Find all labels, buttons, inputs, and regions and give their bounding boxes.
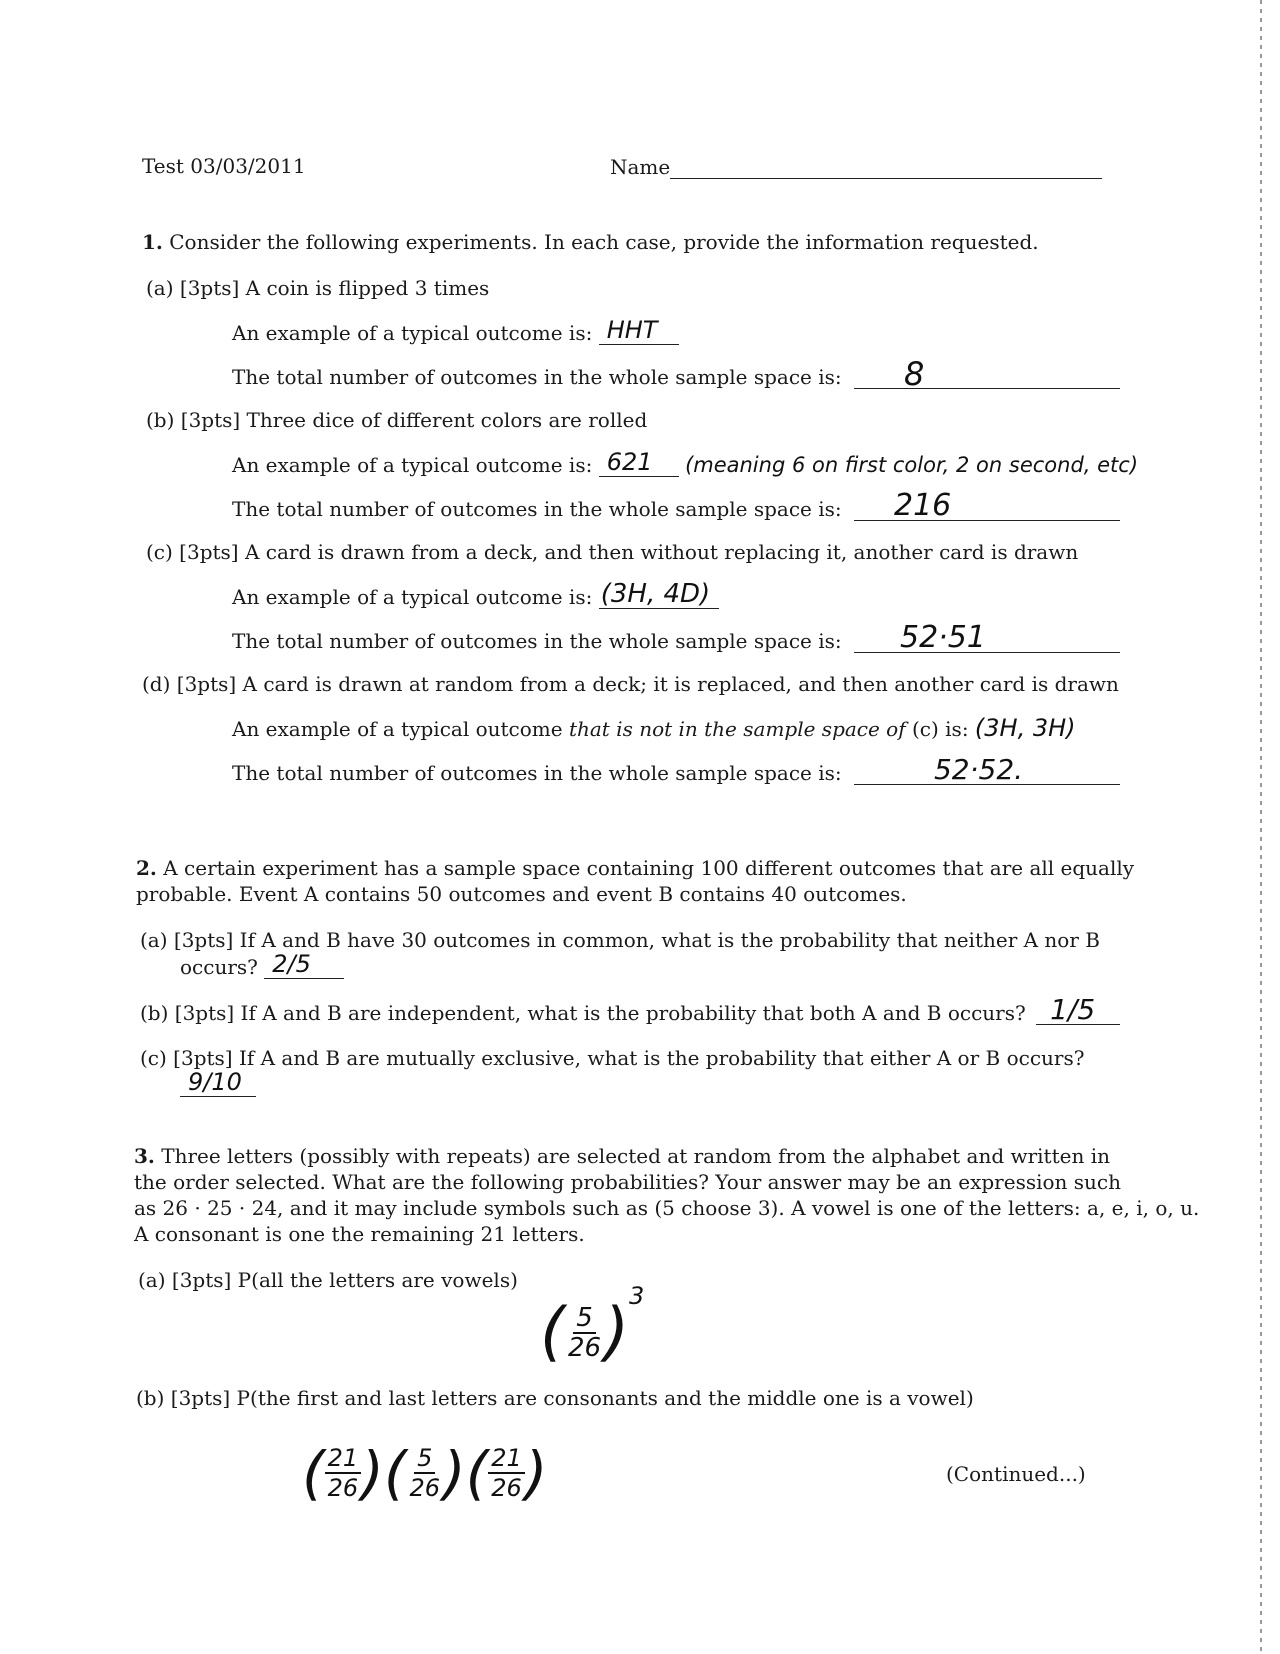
test-date-label: Test 03/03/2011 [142,154,306,178]
q2a-occurs: occurs? [180,955,258,979]
q3b-answer: ( $\frac{21}{26}$ )( $\frac{5}{26}$ )( $\frac{21}{26}$ ) [302,1439,548,1507]
q3a-den: 26 [567,1332,602,1363]
q1a-label: (a) [3pts] A coin is flipped 3 times [146,276,490,300]
q1a-outcome-prompt: An example of a typical outcome is: [232,321,593,345]
q1b-outcome-note: (meaning 6 on first color, 2 on second, etc) [685,453,1139,477]
q2b-answer: 1/5 [1050,993,1096,1026]
q1c-total-blank[interactable] [854,620,1120,655]
q3a-label: (a) [3pts] P(all the letters are vowels) [138,1268,518,1292]
q1d-total-row [232,753,1120,786]
q1d-outcome-answer: (3H, 3H) [974,714,1076,742]
q1-intro [142,230,1039,254]
q3b-fraction-1: $\frac{21}{26}$ [325,1444,362,1502]
q1c-total-answer: 52·51 [899,620,986,655]
q1b-total-blank[interactable] [854,488,1120,523]
q1d-prompt-start: An example of a typical outcome [232,717,563,741]
q3-line3: as 26 · 25 · 24, and it may include symbols such as (5 choose 3). A vowel is one of the letters: a, e, i, o, u. [134,1196,1200,1220]
q3a-fraction [565,1304,604,1362]
q1b-total-row [232,488,1120,523]
q3-line1-text: Three letters (possibly with repeats) are selected at random from the alphabet and written in [161,1144,1110,1168]
q1a-outcome-row [232,316,679,345]
q1b-outcome-answer: 621 [606,448,653,476]
q1b-outcome-prompt: An example of a typical outcome is: [232,453,593,477]
q3a-answer: ( $\frac{5}{26}$ )$^3$ [540,1282,645,1370]
q1a-total-row [232,355,1120,393]
q1d-total-blank[interactable] [854,753,1120,786]
q2-intro-line2: probable. Event A contains 50 outcomes and event B contains 40 outcomes. [136,882,907,906]
q1d-total-answer: 52·52. [933,753,1024,786]
q2-intro-line1-text: A certain experiment has a sample space containing 100 different outcomes that are all equally [163,856,1135,880]
name-field[interactable] [610,154,1102,179]
q1b-total-prompt: The total number of outcomes in the whole sample space is: [232,497,842,521]
q1c-total-row [232,620,1120,655]
q1d-label: (d) [3pts] A card is drawn at random from a deck; it is replaced, and then another card is drawn [142,672,1119,696]
continued-label: (Continued...) [946,1462,1086,1486]
q3b-fraction-3: $\frac{21}{26}$ [488,1444,525,1502]
q1-intro-text: Consider the following experiments. In each case, provide the information requested. [169,230,1039,254]
q3b-label: (b) [3pts] P(the first and last letters are consonants and the middle one is a vowel) [136,1386,974,1410]
q1d-total-prompt: The total number of outcomes in the whole sample space is: [232,761,842,785]
q2a-answer: 2/5 [272,950,311,978]
q1a-total-blank[interactable] [854,355,1120,393]
q3a-num: 5 [573,1304,596,1334]
q3-line4: A consonant is one the remaining 21 letters. [134,1222,585,1246]
q1c-label: (c) [3pts] A card is drawn from a deck, and then without replacing it, another card is drawn [146,540,1079,564]
q1a-outcome-answer: HHT [606,316,658,344]
q1b-outcome-blank[interactable] [599,448,679,477]
q1a-outcome-blank[interactable] [599,316,679,345]
q3b-fraction-2: $\frac{5}{26}$ [409,1444,440,1502]
q2b-row [140,993,1120,1026]
q2c-text: (c) [3pts] If A and B are mutually exclusive, what is the probability that either A or B occurs? [140,1046,1085,1070]
q3-number: 3. [134,1144,155,1168]
q1c-outcome-prompt: An example of a typical outcome is: [232,585,593,609]
q2a-line1: (a) [3pts] If A and B have 30 outcomes in common, what is the probability that neither A nor B [140,928,1100,952]
q1c-outcome-answer: (3H, 4D) [600,579,711,609]
name-blank[interactable] [670,154,1102,179]
q1c-total-prompt: The total number of outcomes in the whole sample space is: [232,629,842,653]
q2a-line2 [180,950,344,979]
q2c-blank[interactable] [180,1068,256,1097]
q3-line2: the order selected. What are the following probabilities? Your answer may be an expression such [134,1170,1122,1194]
q2b-blank[interactable] [1036,993,1120,1026]
q1d-prompt-end: (c) is: [912,717,969,741]
q2-intro-line1 [136,856,1134,880]
q2b-text: (b) [3pts] If A and B are independent, what is the probability that both A and B occurs? [140,1001,1026,1025]
q3a-exponent: 3 [629,1282,645,1310]
q1b-total-answer: 216 [893,488,952,523]
name-label: Name [610,155,671,179]
q1-number: 1. [142,230,163,254]
q1c-outcome-blank[interactable] [599,579,719,609]
q2a-blank[interactable] [264,950,344,979]
q1d-prompt-italic: that is not in the sample space of [568,717,906,741]
q1a-total-answer: 8 [903,355,925,393]
q1c-outcome-row [232,579,719,609]
q1b-label: (b) [3pts] Three dice of different colors are rolled [146,408,648,432]
q2c-answer-row [180,1068,256,1097]
q1a-total-prompt: The total number of outcomes in the whole sample space is: [232,365,842,389]
q1b-outcome-row [232,448,1139,477]
q1d-outcome-row [232,716,1076,741]
q2-number: 2. [136,856,157,880]
page-edge-scan-line [1260,0,1262,1654]
q2c-answer: 9/10 [188,1068,242,1096]
q3-line1 [134,1144,1110,1168]
